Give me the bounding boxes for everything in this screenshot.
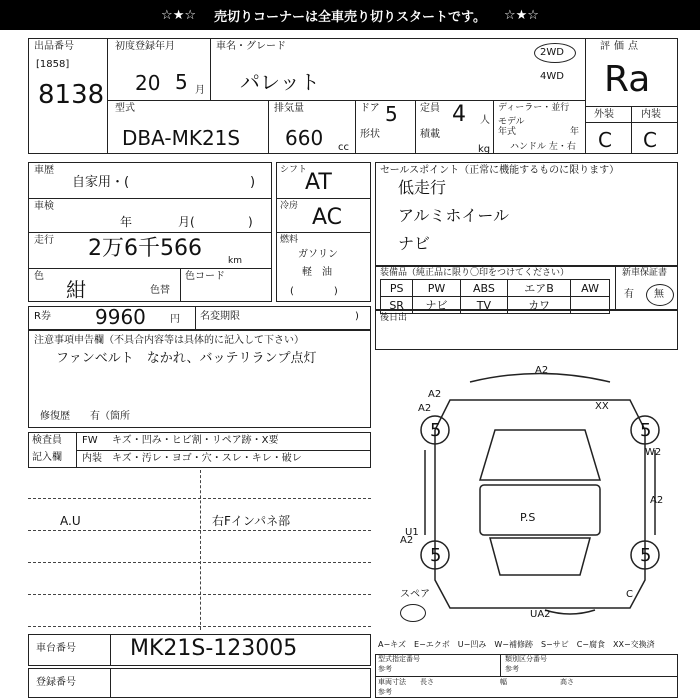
inspector-row1: キズ・凹み・ヒビ割・リペア跡・X要: [112, 435, 279, 446]
damage-mark-8: P.S: [520, 511, 536, 524]
damage-mark-6: A2: [400, 535, 414, 546]
mileage-unit: km: [228, 256, 242, 266]
top-banner: [0, 0, 700, 30]
after-docs-label: 後日出: [380, 313, 408, 323]
spec-l4: 参考: [505, 665, 519, 673]
lot-label: 出品番号: [34, 41, 74, 52]
rating-label: 評価点: [600, 41, 642, 52]
color-label: 色: [34, 271, 44, 282]
doors-value: 5: [385, 102, 398, 126]
inspector-row1-head: FW: [82, 435, 98, 446]
mileage-label: 走行: [34, 235, 54, 246]
mileage-value: 2万6千566: [88, 236, 202, 261]
spec-l5: 車両寸法: [378, 678, 406, 686]
roof-panel: [480, 485, 600, 535]
fuel-paren: ( ): [290, 286, 338, 297]
drive-4wd: 4WD: [540, 71, 564, 82]
equip-tv: TV: [460, 297, 507, 314]
spec-l2: 参考: [378, 665, 392, 673]
drive-circle: [534, 43, 576, 63]
rating-value: Ra: [604, 59, 651, 100]
equipment-label: 装備品（純正品に限り〇印をつけてください）: [380, 268, 570, 278]
displacement-label: 排気量: [274, 103, 304, 114]
lot-sub: [1858]: [36, 59, 70, 70]
spec-l1: 型式指定番号: [378, 655, 420, 663]
tire-rl: 5: [430, 545, 442, 566]
damage-legend: A−キズ E−エクボ U−凹み W−補修跡 S−サビ C−腐食 XX−交換済: [378, 640, 655, 649]
damage-mark-5: A2: [650, 495, 664, 506]
first-reg-label: 初度登録年月: [115, 41, 175, 52]
sales-point-3: ナビ: [398, 234, 431, 253]
notes-value: ファンベルト なかれ、バッテリランプ点灯: [56, 351, 317, 366]
dealer-handle: ハンドル 左・右: [510, 142, 576, 152]
rating-int: C: [643, 128, 657, 152]
rear-window: [490, 538, 590, 575]
fuel-diesel: 軽 油: [302, 267, 332, 278]
banner-text: 売切りコーナーは全車売り切りスタートです。: [214, 9, 486, 25]
equip-navi: ナビ: [413, 297, 461, 314]
rear-bumper-mark: [545, 610, 595, 614]
inspector-note-left: A.U: [60, 514, 81, 528]
warranty-circle: [646, 284, 674, 306]
recycle-label: R券: [34, 311, 51, 322]
damage-mark-11: A2: [418, 403, 432, 414]
fuel-gas: ガソリン: [298, 249, 338, 260]
recycle-unit: 円: [170, 314, 180, 325]
chassis-label: 車台番号: [36, 643, 76, 654]
banner-stars-left: ☆★☆: [161, 7, 197, 23]
damage-mark-10: UA2: [530, 609, 551, 620]
inspection-month: 月(: [178, 215, 195, 229]
capacity-value: 4: [452, 102, 466, 127]
equip-ps: PS: [381, 280, 413, 297]
equip-abs: ABS: [460, 280, 507, 297]
warranty-no: 無: [654, 289, 664, 300]
banner-stars-right: ☆★☆: [503, 7, 539, 23]
first-reg-month-unit: 月: [195, 85, 205, 96]
history-label: 車歴: [34, 165, 54, 176]
spec-l3: 類別区分番号: [505, 655, 547, 663]
spare-label: スペア: [400, 589, 430, 600]
equip-leather: カワ: [508, 297, 571, 314]
load-unit: kg: [478, 144, 491, 155]
shape-label: 形状: [360, 129, 380, 140]
inspection-label: 車検: [34, 201, 54, 212]
inspector-row2-head: 内装: [82, 453, 102, 464]
inspector-note-right: 右Fインパネ部: [212, 514, 291, 528]
type-value: DBA-MK21S: [122, 126, 241, 150]
spec-l8: 高さ: [560, 678, 574, 686]
equip-sr: SR: [381, 297, 413, 314]
name-change-label: 名変期限: [200, 311, 240, 322]
model-label: 車名・グレード: [216, 41, 286, 52]
damage-mark-7: U1: [405, 527, 419, 538]
sales-point-1: 低走行: [398, 178, 447, 197]
ac-label: 冷房: [280, 201, 299, 211]
repair-history: 修復歴 有（箇所: [40, 411, 130, 422]
shift-value: AT: [305, 170, 332, 195]
spec-l7: 幅: [500, 678, 507, 686]
spare-circle: [400, 604, 426, 622]
first-reg-year: 20: [135, 71, 161, 95]
capacity-label: 定員: [420, 103, 440, 114]
tire-rr: 5: [640, 545, 652, 566]
dealer-line1: ディーラー・並行: [498, 103, 570, 113]
capacity-unit: 人: [480, 115, 490, 126]
drive-2wd: 2WD: [540, 47, 564, 58]
color-code-label: 色コード: [185, 271, 225, 282]
car-body-outline: [435, 400, 645, 608]
chassis-value: MK21S-123005: [130, 636, 298, 661]
equip-pw: PW: [413, 280, 461, 297]
shift-label: シフト: [280, 165, 308, 175]
inspector-label2: 記入欄: [32, 452, 62, 463]
inspection-close: ): [248, 215, 253, 229]
damage-mark-9: C: [626, 589, 633, 600]
color-change-label: 色替: [150, 285, 170, 296]
equipment-table: [380, 279, 610, 314]
rating-int-label: 内装: [641, 109, 661, 120]
ac-value: AC: [312, 205, 343, 230]
equip-airbag: エアB: [508, 280, 571, 297]
registration-label: 登録番号: [36, 677, 76, 688]
fuel-label: 燃料: [280, 235, 299, 245]
dealer-unit: 年: [570, 127, 580, 137]
history-value: 自家用・(: [72, 175, 130, 190]
load-label: 積載: [420, 129, 440, 140]
registration-block: [28, 668, 371, 698]
after-docs-block: [375, 310, 678, 350]
warranty-label: 新車保証書: [622, 268, 668, 278]
equip-aw: AW: [571, 280, 610, 297]
history-close: ): [250, 175, 256, 190]
sales-points-label: セールスポイント（正常に機能するものに限ります）: [380, 165, 620, 176]
spec-l9: 参考: [378, 688, 392, 696]
tire-fl: 5: [430, 420, 442, 441]
lot-number: 8138: [38, 80, 105, 110]
sales-point-2: アルミホイール: [398, 206, 510, 225]
doors-label: ドア: [360, 103, 380, 114]
damage-mark-3: XX: [595, 401, 609, 412]
rating-ext: C: [598, 128, 612, 152]
windshield: [480, 430, 600, 480]
dealer-line3: 年式: [498, 127, 517, 137]
model-value: パレット: [240, 70, 320, 94]
type-label: 型式: [115, 103, 135, 114]
damage-mark-1: A2: [428, 389, 442, 400]
damage-mark-4: W2: [645, 447, 662, 458]
displacement-unit: cc: [338, 142, 349, 153]
tire-fr: 5: [640, 420, 652, 441]
displacement-value: 660: [285, 126, 324, 150]
inspector-label: 検査員: [32, 435, 62, 446]
rating-ext-label: 外装: [594, 109, 614, 120]
name-change-close: ): [355, 311, 359, 322]
inspector-row2: キズ・汚レ・ヨゴ・穴・スレ・キレ・破レ: [112, 453, 302, 464]
color-value: 紺: [66, 278, 86, 302]
recycle-value: 9960: [95, 305, 146, 329]
dealer-line2: モデル: [498, 117, 525, 127]
spec-l6: 長さ: [420, 678, 434, 686]
notes-label: 注意事項申告欄（不具合内容等は具体的に記入して下さい）: [34, 335, 304, 346]
warranty-yes: 有: [624, 289, 634, 300]
inspection-year: 年: [120, 215, 133, 229]
damage-mark-2: A2: [535, 365, 549, 376]
first-reg-month: 5: [175, 70, 188, 94]
